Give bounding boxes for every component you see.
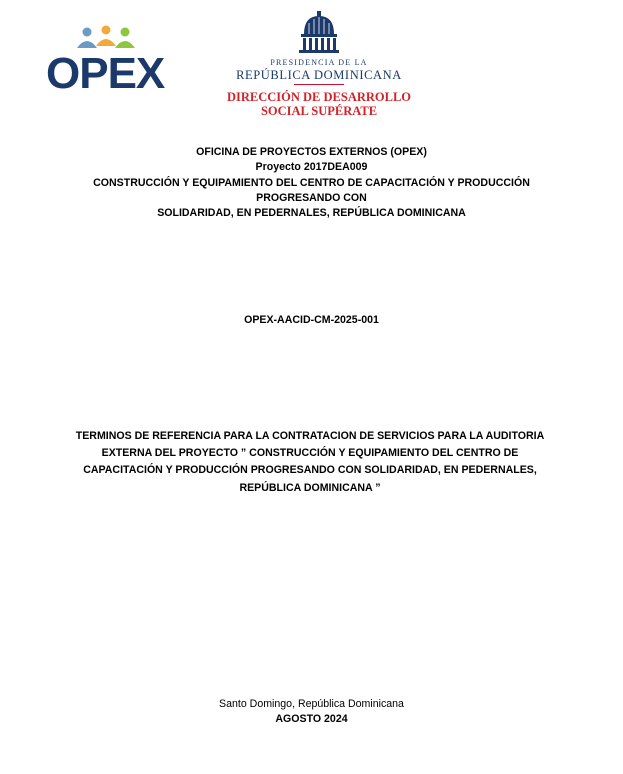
project-title-line-3: SOLIDARIDAD, EN PEDERNALES, REPÚBLICA DOMINICANA [157, 207, 466, 220]
document-code [0, 313, 623, 328]
document-footer [0, 697, 623, 728]
opex-wordmark: OPEX [46, 49, 165, 98]
office-name: OFICINA DE PROYECTOS EXTERNOS (OPEX) [196, 146, 427, 158]
document-code-text: OPEX-AACID-CM-2025-001 [244, 314, 379, 326]
document-header [0, 145, 623, 221]
opex-logo [44, 24, 174, 98]
gov-direccion-line-2: SOCIAL SUPÉRATE [260, 104, 378, 118]
footer-date: AGOSTO 2024 [275, 713, 348, 726]
terms-line-2: EXTERNA DEL PROYECTO ” CONSTRUCCIÓN Y EQUIPAMIENTO DEL CENTRO DE [101, 447, 519, 460]
gov-republica-text: REPÚBLICA DOMINICANA [236, 68, 402, 82]
gov-direccion-text [224, 90, 414, 118]
project-code: Proyecto 2017DEA009 [255, 161, 368, 174]
terms-of-reference-title [70, 428, 550, 497]
capitol-dome-icon [296, 10, 342, 56]
project-title-line-1: CONSTRUCCIÓN Y EQUIPAMIENTO DEL CENTRO DE CAPACITACIÓN Y PRODUCCIÓN [93, 176, 530, 189]
gov-divider [294, 84, 344, 85]
footer-place: Santo Domingo, República Dominicana [219, 698, 404, 710]
terms-line-3: CAPACITACIÓN Y PRODUCCIÓN PROGRESANDO CON SOLIDARIDAD, EN PEDERNALES, [83, 464, 537, 477]
gov-direccion-line-1: DIRECCIÓN DE DESARROLLO [226, 90, 412, 104]
terms-line-4: REPÚBLICA DOMINICANA ” [239, 481, 381, 494]
government-logo [224, 10, 414, 118]
terms-line-1: TERMINOS DE REFERENCIA PARA LA CONTRATACION DE SERVICIOS PARA LA AUDITORIA [75, 430, 545, 442]
gov-presidencia-text: PRESIDENCIA DE LA [270, 58, 368, 67]
project-title-line-2: PROGRESANDO CON [256, 191, 367, 204]
